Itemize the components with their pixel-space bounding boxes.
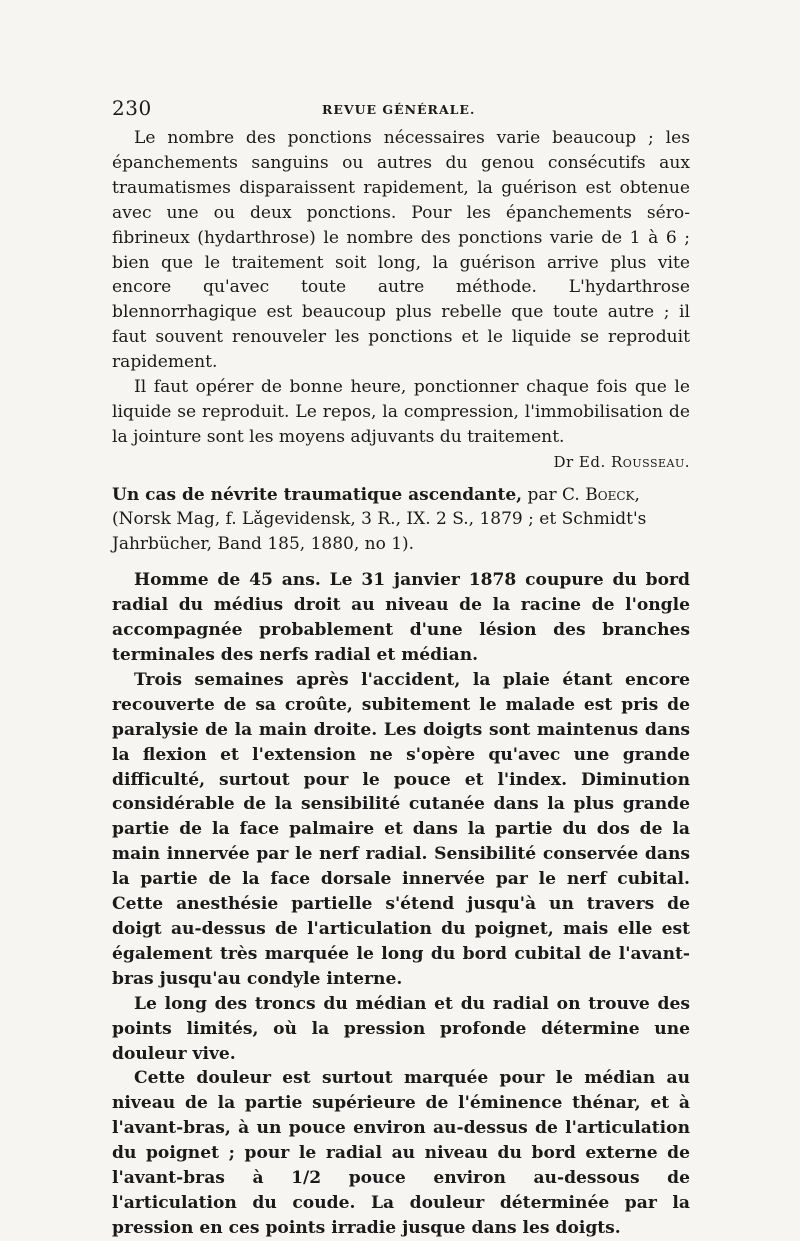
previous-article-section bbox=[112, 126, 690, 475]
page-number: 230 bbox=[112, 96, 152, 120]
article-reference: , (Norsk Mag, f. Lǎgevidensk, 3 R., IX. 2 S., 1879 ; et Schmidt's Jahrbücher, Band 185, 1880, no 1). bbox=[112, 484, 647, 554]
running-title: REVUE GÉNÉRALE. bbox=[322, 102, 476, 117]
paragraph: Il faut opérer de bonne heure, ponctionner chaque fois que le liquide se reproduit. Le repos, la compression, l'immobilisation de la jointure sont les moyens adjuvants du traitement. bbox=[112, 377, 690, 447]
article-title: Un cas de névrite traumatique ascendante, bbox=[112, 484, 523, 505]
article-author: Boeck bbox=[585, 484, 635, 505]
article-body bbox=[112, 568, 690, 1240]
article-heading bbox=[112, 483, 690, 557]
signature-prefix: Dr Ed. bbox=[553, 452, 612, 471]
author-signature bbox=[112, 449, 690, 475]
paragraph: Le long des troncs du médian et du radial on trouve des points limités, où la pression profonde détermine une douleur vive. bbox=[112, 993, 690, 1064]
paragraph: Cette douleur est surtout marquée pour le médian au niveau de la partie supérieure de l'éminence thénar, et à l'avant-bras, à un pouce environ au-dessus de l'articulation du poignet ; pour le radial au niveau du bord externe de l'avant-bras à 1/2 pouce environ au-dessous de l'articulation du coude. La douleur déterminée par la pression en ces points irradie jusque dans les doigts. bbox=[112, 1068, 690, 1238]
paragraph: Le nombre des ponctions nécessaires varie beaucoup ; les épanchements sanguins ou autres du genou consécutifs aux traumatismes disparaissent rapidement, la guérison est obtenue avec une ou deux ponctions. Pour les épanchements séro-fibrineux (hydarthrose) le nombre des ponctions varie de 1 à 6 ; bien que le traitement soit long, la guérison arrive plus vite encore qu'avec toute autre méthode. L'hydarthrose blennorrhagique est beaucoup plus rebelle que toute autre ; il faut souvent renouveler les ponctions et le liquide se reproduit rapidement. bbox=[112, 128, 690, 373]
paragraph: Trois semaines après l'accident, la plaie étant encore recouverte de sa croûte, subitement le malade est pris de paralysie de la main droite. Les doigts sont maintenus dans la flexion et l'extension ne s'opère qu'avec une grande difficulté, surtout pour le pouce et l'index. Diminution considérable de la sensibilité cutanée dans la plus grande partie de la face palmaire et dans la partie du dos de la main innervée par le nerf radial. Sensibilité conservée dans la partie de la face dorsale innervée par le nerf cubital. Cette anesthésie partielle s'étend jusqu'à un travers de doigt au-dessus de l'articulation du poignet, mais elle est également très marquée le long du bord cubital de l'avant-bras jusqu'au condyle interne. bbox=[112, 669, 690, 989]
page-header bbox=[112, 96, 690, 122]
signature-name: Rousseau. bbox=[611, 452, 690, 471]
author-prefix: par C. bbox=[522, 484, 586, 505]
document-page bbox=[112, 96, 690, 1241]
paragraph: Homme de 45 ans. Le 31 janvier 1878 coupure du bord radial du médius droit au niveau de la racine de l'ongle accompagnée probablement d'une lésion des branches terminales des nerfs radial et médian. bbox=[112, 570, 690, 665]
